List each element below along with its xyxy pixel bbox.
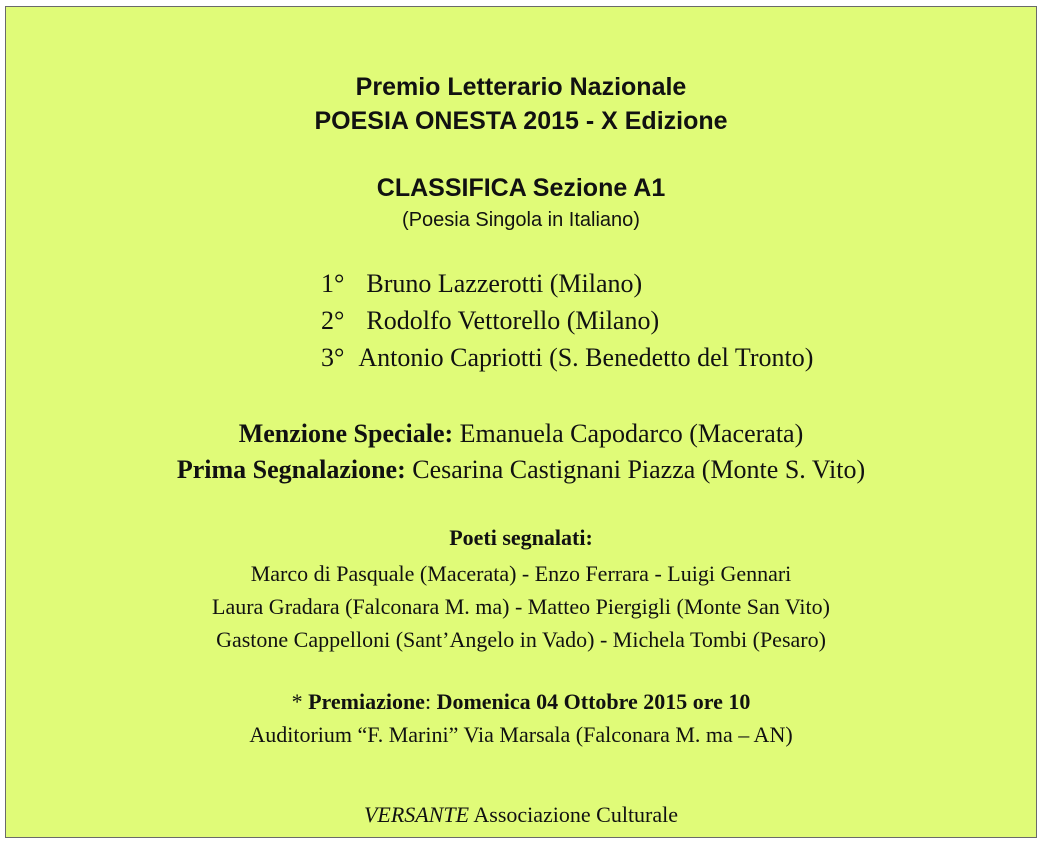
organizer-type: Associazione Culturale (469, 802, 679, 827)
special-mention-label: Menzione Speciale: (238, 419, 454, 448)
organizer-name: VERSANTE (363, 802, 470, 827)
ranking-row-2 (321, 306, 659, 336)
special-mention (6, 419, 1036, 449)
award-prefix: * (291, 689, 309, 714)
poets-line-1: Marco di Pasquale (Macerata) - Enzo Ferrara - Luigi Gennari (250, 561, 792, 586)
award-date: Domenica 04 Ottobre 2015 ore 10 (436, 689, 751, 714)
ranking-place: 3° (321, 343, 345, 372)
classifica-subtitle: (Poesia Singola in Italiano) (402, 209, 640, 231)
ranking-place: 1° (321, 269, 345, 298)
poets-line-2: Laura Gradara (Falconara M. ma) - Matteo Piergigli (Monte San Vito) (212, 594, 830, 619)
announcement-card (5, 6, 1037, 838)
ranking-row-3 (321, 343, 813, 373)
award-venue: Auditorium “F. Marini” Via Marsala (Falconara M. ma – AN) (249, 722, 793, 747)
prize-title: Premio Letterario Nazionale (355, 73, 687, 101)
ranking-place: 2° (321, 306, 345, 335)
poets-title: Poeti segnalati: (449, 525, 593, 550)
prize-edition: POESIA ONESTA 2015 - X Edizione (314, 107, 728, 135)
classifica-title: CLASSIFICA Sezione A1 (376, 174, 666, 202)
ranking-row-1 (321, 269, 642, 299)
ranking-name: Bruno Lazzerotti (Milano) (366, 269, 643, 298)
ranking-name: Rodolfo Vettorello (Milano) (366, 306, 660, 335)
poets-line-3: Gastone Cappelloni (Sant’Angelo in Vado) - Michela Tombi (Pesaro) (216, 627, 826, 652)
award-ceremony (6, 689, 1036, 715)
special-mention-name: Emanuela Capodarco (Macerata) (453, 419, 804, 448)
organizer (6, 802, 1036, 828)
ranking-name: Antonio Capriotti (S. Benedetto del Tronto) (358, 343, 814, 372)
award-label: Premiazione (308, 689, 425, 714)
first-segnalazione-label: Prima Segnalazione: (176, 455, 406, 484)
first-segnalazione-name: Cesarina Castignani Piazza (Monte S. Vito) (405, 455, 866, 484)
award-sep: : (424, 689, 437, 714)
first-segnalazione (6, 455, 1036, 485)
